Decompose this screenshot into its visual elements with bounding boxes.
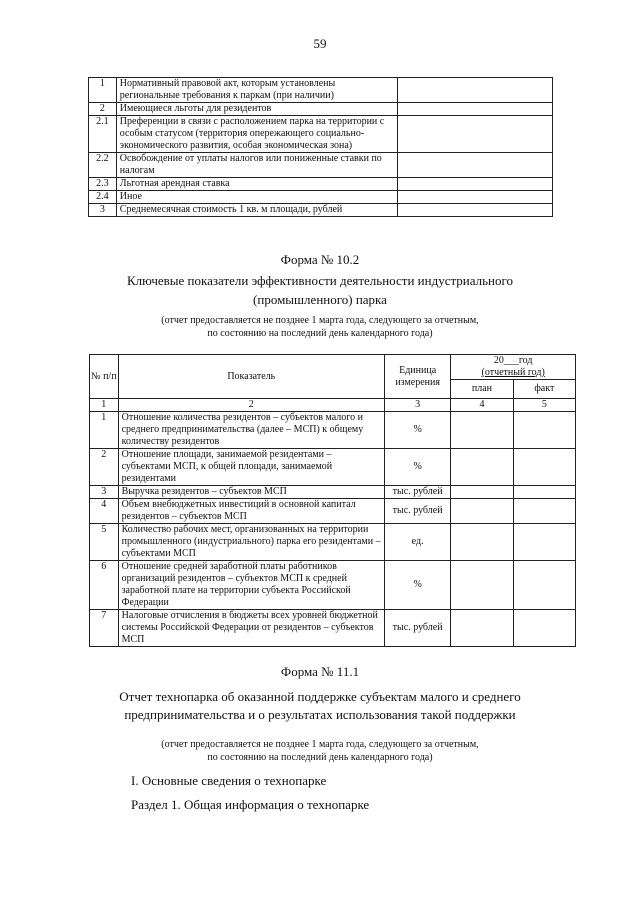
- form-10-2-note-line2: по состоянию на последний день календарного года): [207, 328, 433, 339]
- row-plan-cell: [451, 610, 513, 647]
- index-cell: 3: [384, 399, 450, 412]
- row-fact-cell: [513, 524, 575, 561]
- subsection-title: Раздел 1. Общая информация о технопарке: [131, 797, 370, 812]
- row-number: 7: [90, 610, 119, 647]
- header-year: [451, 355, 576, 380]
- row-value-cell: [398, 103, 553, 116]
- page-number: 59: [313, 36, 327, 51]
- row-number: 4: [90, 499, 119, 524]
- row-fact-cell: [513, 449, 575, 486]
- row-number: 2: [90, 449, 119, 486]
- row-value-cell: [398, 78, 553, 103]
- row-number: 2.1: [89, 116, 117, 153]
- header-fact: факт: [513, 380, 575, 399]
- row-indicator: Выручка резидентов – субъектов МСП: [118, 486, 384, 499]
- header-num: № п/п: [90, 355, 119, 399]
- row-value-cell: [398, 116, 553, 153]
- form-11-1-note-line2: по состоянию на последний день календарного года): [207, 752, 433, 763]
- table-row: [89, 191, 553, 204]
- table-row: [90, 499, 576, 524]
- index-cell: 4: [451, 399, 513, 412]
- row-text: Иное: [116, 191, 397, 204]
- row-unit: ед.: [384, 524, 450, 561]
- form-11-1-title-line1: Отчет технопарка об оказанной поддержке субъектам малого и среднего: [119, 689, 521, 704]
- row-plan-cell: [451, 412, 513, 449]
- row-indicator: Отношение площади, занимаемой резидентами – субъектами МСП, к общей площади, занимаемой резидентами: [118, 449, 384, 486]
- form-10-2-note-line1: (отчет предоставляется не позднее 1 марта года, следующего за отчетным,: [161, 315, 479, 326]
- row-text: Освобождение от уплаты налогов или пониженные ставки по налогам: [116, 153, 397, 178]
- row-number: 3: [90, 486, 119, 499]
- header-unit: Единица измерения: [384, 355, 450, 399]
- form-11-1-label: Форма № 11.1: [280, 664, 360, 679]
- index-row: [90, 399, 576, 412]
- row-value-cell: [398, 178, 553, 191]
- header-year-line2: (отчетный год): [481, 367, 545, 378]
- table-row: [90, 610, 576, 647]
- form-11-1-note-line1: (отчет предоставляется не позднее 1 марта года, следующего за отчетным,: [161, 739, 479, 750]
- row-fact-cell: [513, 610, 575, 647]
- header-indicator: Показатель: [118, 355, 384, 399]
- table-row: [89, 204, 553, 217]
- row-unit: %: [384, 449, 450, 486]
- form-11-1-title-line2: предпринимательства и о результатах использования такой поддержки: [124, 707, 516, 722]
- table-row: [90, 524, 576, 561]
- row-unit: тыс. рублей: [384, 486, 450, 499]
- row-text: Имеющиеся льготы для резидентов: [116, 103, 397, 116]
- row-indicator: Отношение средней заработной платы работников организаций резидентов – субъектов МСП к средней заработной плате на территории субъекта Российской Федерации: [118, 561, 384, 610]
- row-number: 1: [89, 78, 117, 103]
- row-number: 5: [90, 524, 119, 561]
- row-indicator: Объем внебюджетных инвестиций в основной капитал резидентов – субъектов МСП: [118, 499, 384, 524]
- table-row: [89, 103, 553, 116]
- table-row: [90, 561, 576, 610]
- row-unit: %: [384, 561, 450, 610]
- index-cell: 2: [118, 399, 384, 412]
- row-indicator: Налоговые отчисления в бюджеты всех уровней бюджетной системы Российской Федерации от резидентов – субъектов МСП: [118, 610, 384, 647]
- row-plan-cell: [451, 486, 513, 499]
- row-fact-cell: [513, 486, 575, 499]
- row-value-cell: [398, 153, 553, 178]
- form-10-2-title-line2: (промышленного) парка: [253, 292, 387, 307]
- index-cell: 1: [90, 399, 119, 412]
- row-unit: тыс. рублей: [384, 499, 450, 524]
- row-number: 2.4: [89, 191, 117, 204]
- row-plan-cell: [451, 499, 513, 524]
- row-number: 2.3: [89, 178, 117, 191]
- kpi-table: [89, 354, 576, 647]
- row-number: 3: [89, 204, 117, 217]
- row-number: 1: [90, 412, 119, 449]
- table-row: [89, 78, 553, 103]
- form-10-2-label: Форма № 10.2: [280, 252, 360, 267]
- row-indicator: Отношение количества резидентов – субъектов малого и среднего предпринимательства (далее – МСП) к общему количеству резидентов: [118, 412, 384, 449]
- row-plan-cell: [451, 561, 513, 610]
- table-row: [89, 178, 553, 191]
- section-title: I. Основные сведения о технопарке: [131, 773, 327, 788]
- row-plan-cell: [451, 524, 513, 561]
- row-fact-cell: [513, 412, 575, 449]
- row-text: Среднемесячная стоимость 1 кв. м площади, рублей: [116, 204, 397, 217]
- row-text: Льготная арендная ставка: [116, 178, 397, 191]
- table-row: [90, 486, 576, 499]
- table-row: [90, 412, 576, 449]
- row-text: Нормативный правовой акт, которым установлены региональные требования к паркам (при наличии): [116, 78, 397, 103]
- row-text: Преференции в связи с расположением парка на территории с особым статусом (территория опережающего социально-экономического развития, особая экономическая зона): [116, 116, 397, 153]
- row-number: 2: [89, 103, 117, 116]
- row-unit: тыс. рублей: [384, 610, 450, 647]
- table-row: [89, 153, 553, 178]
- row-unit: %: [384, 412, 450, 449]
- row-number: 6: [90, 561, 119, 610]
- header-year-line1: 20___год: [493, 355, 533, 366]
- parameters-table: [88, 77, 553, 217]
- row-value-cell: [398, 204, 553, 217]
- header-plan: план: [451, 380, 513, 399]
- row-fact-cell: [513, 561, 575, 610]
- row-plan-cell: [451, 449, 513, 486]
- row-indicator: Количество рабочих мест, организованных на территории промышленного (индустриального) парка его резидентами – субъектами МСП: [118, 524, 384, 561]
- row-value-cell: [398, 191, 553, 204]
- table-row: [89, 116, 553, 153]
- table-row: [90, 449, 576, 486]
- form-10-2-title-line1: Ключевые показатели эффективности деятельности индустриального: [126, 273, 514, 288]
- row-fact-cell: [513, 499, 575, 524]
- index-cell: 5: [513, 399, 575, 412]
- row-number: 2.2: [89, 153, 117, 178]
